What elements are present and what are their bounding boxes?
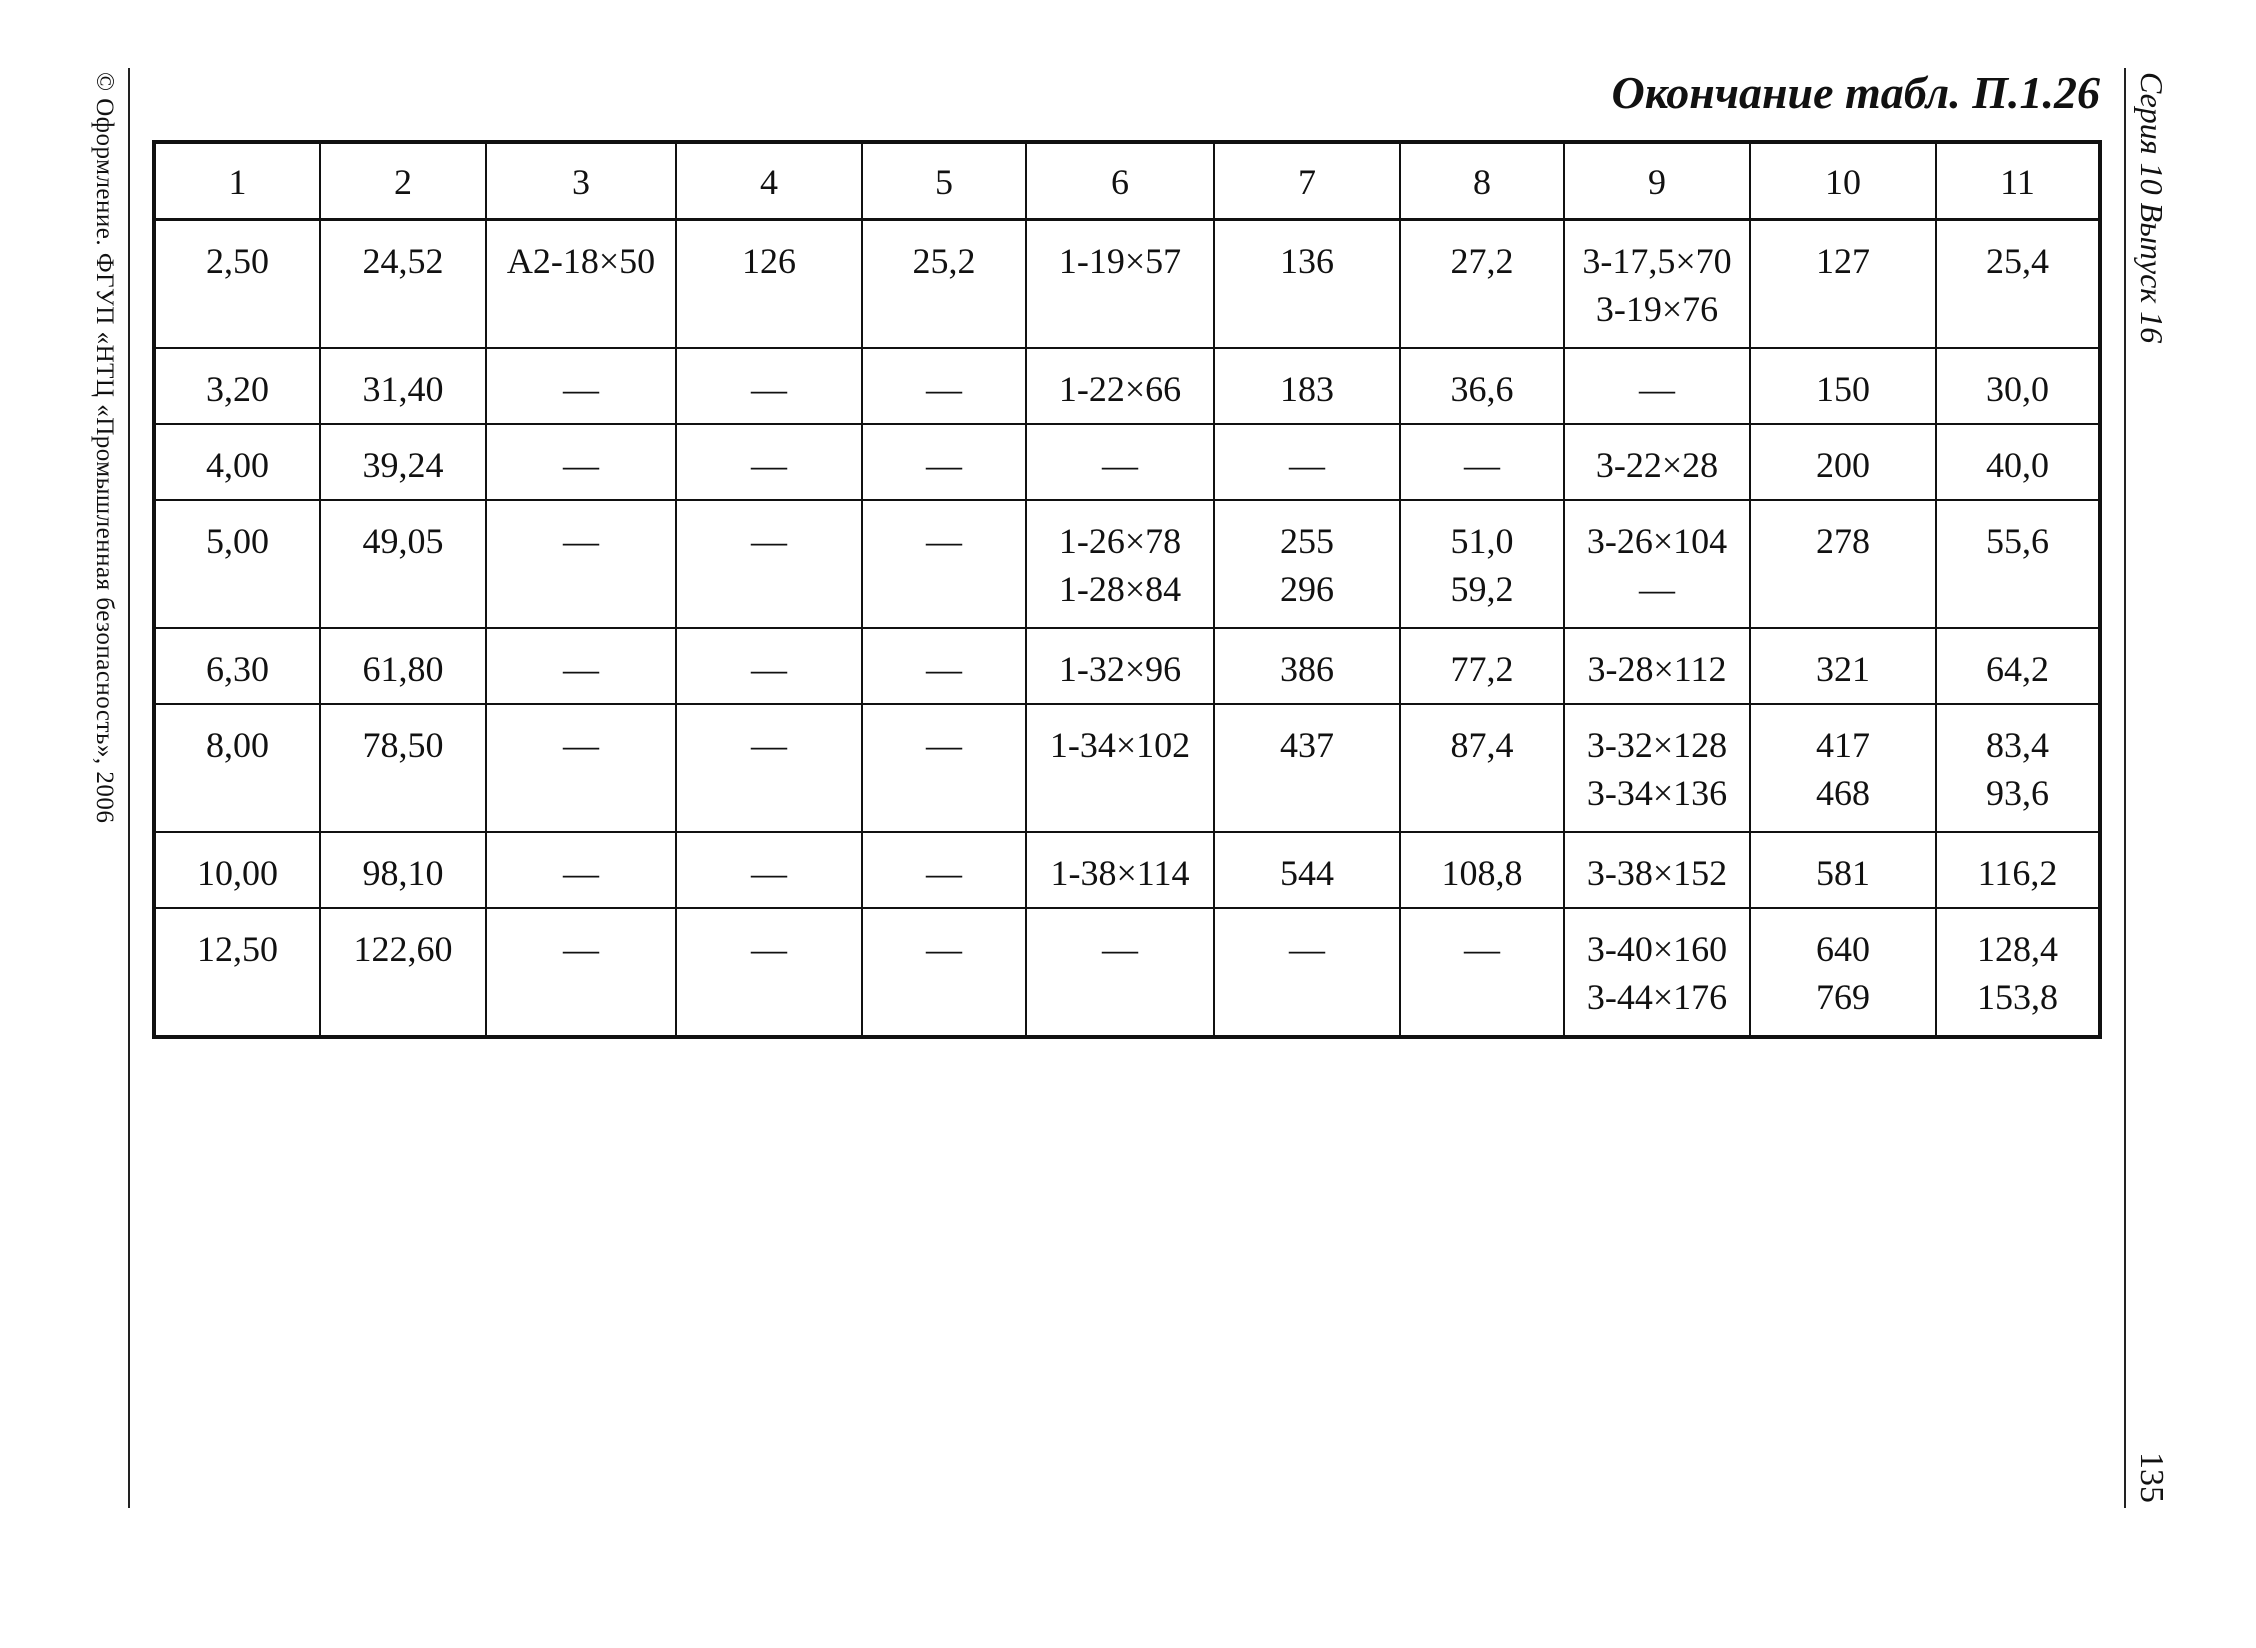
table-cell: 581 [1750,832,1936,908]
table-cell: 1-26×78 1-28×84 [1026,500,1214,628]
table-cell: 128,4 153,8 [1936,908,2100,1037]
table-row [154,424,2100,500]
table-cell: 126 [676,220,862,349]
table-cell: 437 [1214,704,1400,832]
table-cell: 3-32×128 3-34×136 [1564,704,1750,832]
table-cell: — [486,704,676,832]
table-cell: 116,2 [1936,832,2100,908]
table-cell: — [862,348,1026,424]
table-cell: 544 [1214,832,1400,908]
table-cell: 31,40 [320,348,486,424]
table-cell: 2,50 [154,220,320,349]
table-cell: 6,30 [154,628,320,704]
table-cell: 27,2 [1400,220,1564,349]
left-margin-rule [128,68,130,1508]
table-cell: — [862,704,1026,832]
table-cell: 87,4 [1400,704,1564,832]
table-cell: 1-34×102 [1026,704,1214,832]
column-header-5: 5 [862,142,1026,220]
table-row [154,908,2100,1037]
table-cell: 39,24 [320,424,486,500]
table-cell: 83,4 93,6 [1936,704,2100,832]
table-cell: 150 [1750,348,1936,424]
column-header-6: 6 [1026,142,1214,220]
table-row [154,348,2100,424]
table-cell: 98,10 [320,832,486,908]
table-cell: — [1400,424,1564,500]
table-cell: 136 [1214,220,1400,349]
table-cell: 183 [1214,348,1400,424]
table-cell: — [486,348,676,424]
table-cell: — [676,628,862,704]
table-caption: Окончание табл. П.1.26 [1611,67,2100,118]
table-cell: 25,4 [1936,220,2100,349]
table-cell: 3-22×28 [1564,424,1750,500]
table-cell: — [676,908,862,1037]
table-cell: — [676,500,862,628]
table-cell: А2-18×50 [486,220,676,349]
table-cell: 1-32×96 [1026,628,1214,704]
table-cell: 10,00 [154,832,320,908]
table-cell: — [1026,908,1214,1037]
table-cell: 24,52 [320,220,486,349]
table-cell: 4,00 [154,424,320,500]
table-cell: 77,2 [1400,628,1564,704]
table-cell: — [862,500,1026,628]
right-margin-rule [2124,68,2126,1508]
table-cell: — [862,628,1026,704]
table-cell: 1-19×57 [1026,220,1214,349]
table-cell: 122,60 [320,908,486,1037]
table-row [154,220,2100,349]
table-row [154,704,2100,832]
column-header-4: 4 [676,142,862,220]
table-cell: 640 769 [1750,908,1936,1037]
table-cell: — [1026,424,1214,500]
table-cell: 55,6 [1936,500,2100,628]
table-cell: 108,8 [1400,832,1564,908]
table-cell: — [862,424,1026,500]
table-cell: 3-28×112 [1564,628,1750,704]
table-cell: — [486,908,676,1037]
page-number: 135 [2133,1452,2170,1503]
table-cell: — [486,628,676,704]
table-cell: 36,6 [1400,348,1564,424]
table-row [154,832,2100,908]
table-cell: — [1564,348,1750,424]
table-cell: 49,05 [320,500,486,628]
table-cell: 64,2 [1936,628,2100,704]
table-cell: 8,00 [154,704,320,832]
table-cell: 1-38×114 [1026,832,1214,908]
table-cell: — [862,908,1026,1037]
table-cell: — [1400,908,1564,1037]
series-label: Серия 10 Выпуск 16 [2134,72,2170,344]
table-cell: — [486,500,676,628]
table-cell: — [486,832,676,908]
column-header-1: 1 [154,142,320,220]
table-cell: 417 468 [1750,704,1936,832]
table-row [154,628,2100,704]
column-header-9: 9 [1564,142,1750,220]
column-header-3: 3 [486,142,676,220]
table-cell: 386 [1214,628,1400,704]
table-cell: 3,20 [154,348,320,424]
copyright-sidebar [90,72,120,952]
table-cell: — [676,348,862,424]
table-cell: — [676,832,862,908]
table-cell: 3-40×160 3-44×176 [1564,908,1750,1037]
data-table [152,140,2102,1039]
table-cell: — [486,424,676,500]
column-header-8: 8 [1400,142,1564,220]
table-cell: — [676,704,862,832]
table-cell: — [862,832,1026,908]
table-cell: 12,50 [154,908,320,1037]
header-row [154,142,2100,220]
table-cell: — [1214,908,1400,1037]
column-header-2: 2 [320,142,486,220]
table-cell: 3-26×104 — [1564,500,1750,628]
table-cell: 61,80 [320,628,486,704]
column-header-7: 7 [1214,142,1400,220]
table-cell: 5,00 [154,500,320,628]
column-header-11: 11 [1936,142,2100,220]
table-cell: 3-38×152 [1564,832,1750,908]
table-cell: 51,0 59,2 [1400,500,1564,628]
table-cell: 40,0 [1936,424,2100,500]
table-cell: 78,50 [320,704,486,832]
series-sidebar [2134,72,2174,1512]
copyright-text: © Оформление. ФГУП «НТЦ «Промышленная безопасность», 2006 [91,72,118,824]
table-cell: 1-22×66 [1026,348,1214,424]
table-cell: — [1214,424,1400,500]
table-cell: 200 [1750,424,1936,500]
table-cell: 30,0 [1936,348,2100,424]
table-cell: 25,2 [862,220,1026,349]
column-header-10: 10 [1750,142,1936,220]
table-cell: 255 296 [1214,500,1400,628]
table-cell: 3-17,5×70 3-19×76 [1564,220,1750,349]
table-cell: 321 [1750,628,1936,704]
table-cell: 278 [1750,500,1936,628]
table-body [154,220,2100,1038]
table-row [154,500,2100,628]
table-cell: 127 [1750,220,1936,349]
table-cell: — [676,424,862,500]
